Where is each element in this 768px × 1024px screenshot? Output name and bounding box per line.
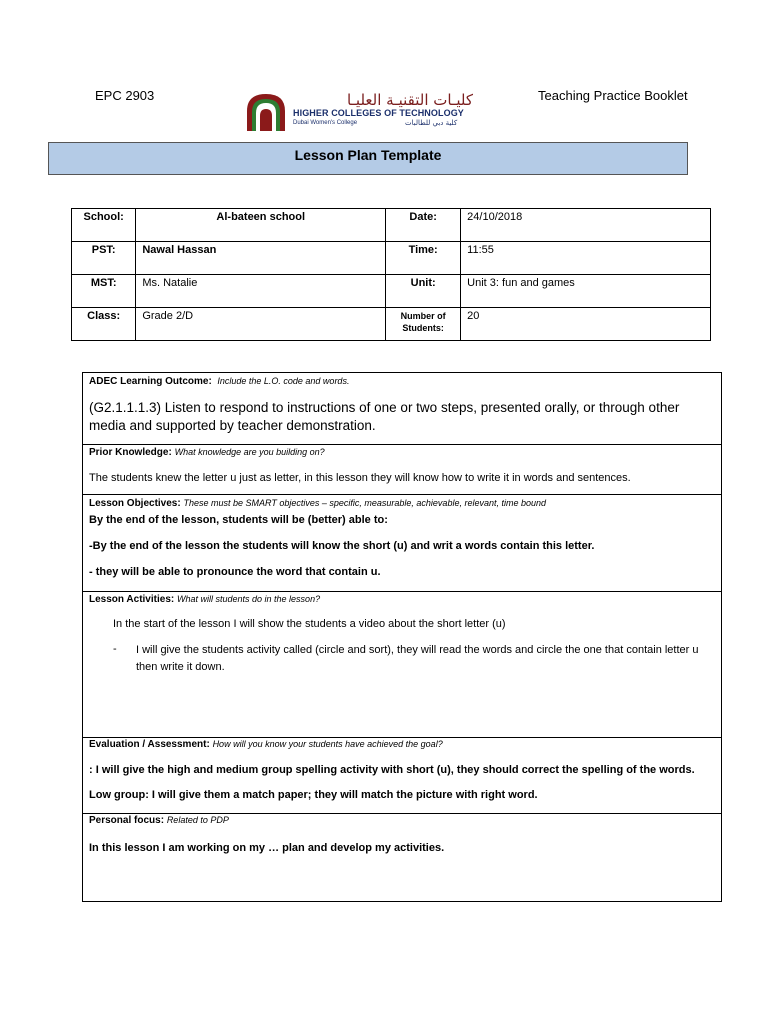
logo-college-ar: كلية دبي للطالبات — [405, 119, 458, 127]
objectives-item-1: -By the end of the lesson the students will know the short (u) and writ a words contain this letter. — [89, 540, 595, 552]
activities-heading: Lesson Activities: — [89, 594, 175, 605]
hct-emblem-icon — [243, 91, 289, 133]
activities-bullet: - — [113, 643, 117, 655]
evaluation-hint: How will you know your students have achieved the goal? — [212, 739, 443, 749]
class-label: Class: — [72, 308, 136, 341]
prior-knowledge-section — [83, 445, 721, 495]
school-label: School: — [72, 209, 136, 242]
mst-label: MST: — [72, 275, 136, 308]
evaluation-line-1: : I will give the high and medium group spelling activity with short (u), they should correct the spelling of the words. — [89, 764, 695, 776]
unit-value: Unit 3: fun and games — [461, 275, 711, 308]
unit-label: Unit: — [386, 275, 461, 308]
table-row — [72, 209, 711, 242]
evaluation-line-2: Low group: I will give them a match paper; they will match the picture with right word. — [89, 789, 538, 801]
lesson-info-table — [71, 208, 711, 341]
booklet-title: Teaching Practice Booklet — [538, 88, 688, 103]
objectives-section — [83, 495, 721, 592]
mst-value: Ms. Natalie — [136, 275, 386, 308]
outcome-hint: Include the L.O. code and words. — [217, 376, 350, 386]
objectives-intro: By the end of the lesson, students will be (better) able to: — [89, 514, 388, 526]
page-title: Lesson Plan Template — [48, 142, 688, 175]
students-value: 20 — [461, 308, 711, 341]
class-value: Grade 2/D — [136, 308, 386, 341]
activities-line-1: In the start of the lesson I will show the students a video about the short letter (u) — [113, 618, 506, 630]
evaluation-heading: Evaluation / Assessment: — [89, 739, 210, 750]
objectives-hint: These must be SMART objectives – specific, measurable, achievable, relevant, time bound — [183, 498, 546, 508]
pst-label: PST: — [72, 242, 136, 275]
focus-hint: Related to PDP — [166, 815, 229, 825]
outcome-heading: ADEC Learning Outcome: — [89, 376, 212, 387]
objectives-heading: Lesson Objectives: — [89, 498, 181, 509]
course-code: EPC 2903 — [95, 88, 155, 103]
table-row — [72, 275, 711, 308]
logo-arabic-name: كليـات التقنيـة العليـا — [346, 91, 473, 109]
prior-hint: What knowledge are you building on? — [174, 447, 325, 457]
evaluation-section — [83, 738, 721, 814]
activities-line-2: I will give the students activity called (circle and sort), they will read the words and circle the one that contain letter u then write it down. — [136, 644, 699, 673]
outcome-section — [83, 373, 721, 445]
focus-heading: Personal focus: — [89, 815, 165, 826]
date-label: Date: — [386, 209, 461, 242]
logo-college-en: Dubai Women's College — [293, 120, 358, 126]
focus-text: In this lesson I am working on my … plan and develop my activities. — [89, 842, 445, 854]
table-row — [72, 308, 711, 341]
time-label: Time: — [386, 242, 461, 275]
prior-heading: Prior Knowledge: — [89, 447, 172, 458]
personal-focus-section — [83, 814, 721, 901]
date-value: 24/10/2018 — [461, 209, 711, 242]
students-label: Number of Students: — [386, 308, 461, 341]
school-value: Al-bateen school — [136, 209, 386, 242]
prior-text: The students knew the letter u just as letter, in this lesson they will know how to write it in words and sentences. — [89, 472, 631, 484]
lesson-plan-box — [82, 372, 722, 902]
activities-hint: What will students do in the lesson? — [177, 594, 321, 604]
hct-logo — [243, 91, 483, 133]
pst-value: Nawal Hassan — [136, 242, 386, 275]
logo-english-name: HIGHER COLLEGES OF TECHNOLOGY — [293, 108, 464, 118]
time-value: 11:55 — [461, 242, 711, 275]
table-row — [72, 242, 711, 275]
activities-section — [83, 592, 721, 738]
objectives-item-2: - they will be able to pronounce the word that contain u. — [89, 566, 381, 578]
outcome-text: (G2.1.1.1.3) Listen to respond to instructions of one or two steps, presented orally, or through other media and supported by teacher demonstration. — [89, 400, 680, 433]
